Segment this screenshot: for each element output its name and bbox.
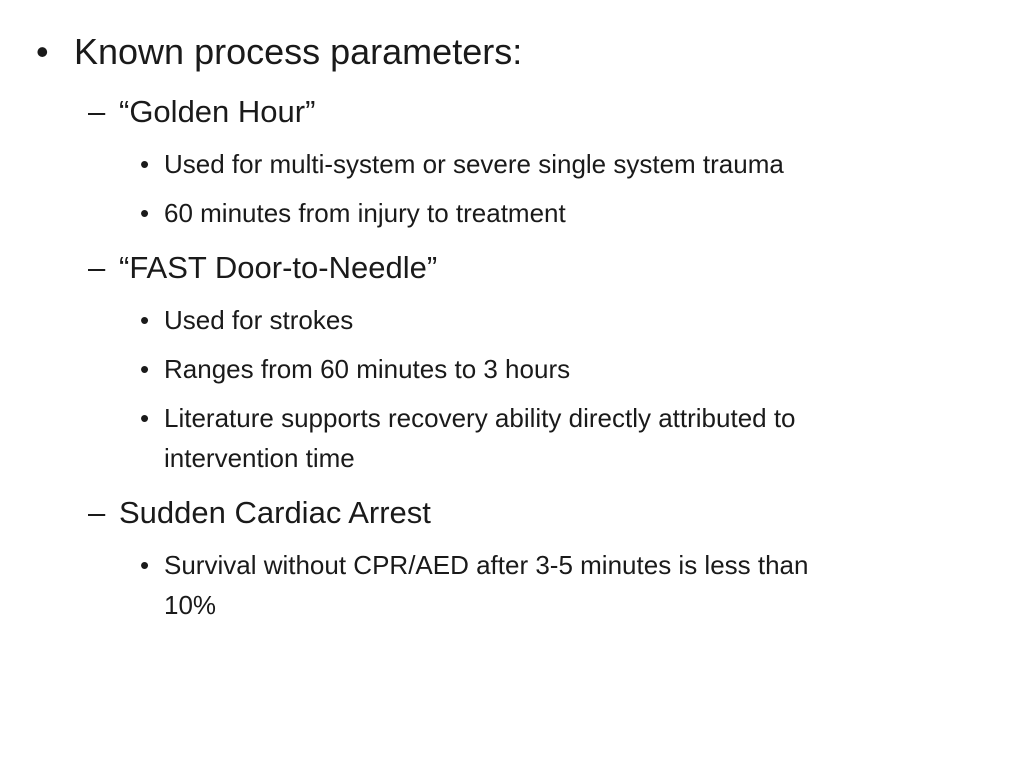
bullet-icon: •	[140, 149, 150, 179]
heading-text: Known process parameters:	[74, 31, 523, 72]
bullet-icon: •	[140, 403, 150, 433]
section-title-text: Sudden Cardiac Arrest	[119, 495, 431, 530]
bullet-icon: •	[140, 198, 150, 228]
list-item-text: Ranges from 60 minutes to 3 hours	[164, 354, 571, 384]
dash-icon: –	[88, 495, 106, 530]
list-item-text: 10%	[164, 590, 217, 620]
list-item-text: Used for strokes	[164, 305, 354, 335]
list-item-text: intervention time	[164, 443, 355, 473]
section-title-text: “FAST Door-to-Needle”	[119, 250, 438, 285]
list-item-text: Used for multi-system or severe single system trauma	[164, 149, 784, 179]
bullet-icon: •	[140, 550, 150, 580]
section-title-text: “Golden Hour”	[119, 94, 316, 129]
list-item-text: 60 minutes from injury to treatment	[164, 198, 566, 228]
bullet-icon: •	[140, 305, 150, 335]
dash-icon: –	[88, 94, 106, 129]
list-item-text: Literature supports recovery ability directly attributed to	[164, 403, 796, 433]
list-item-text: Survival without CPR/AED after 3-5 minutes is less than	[164, 550, 809, 580]
bullet-icon: •	[140, 354, 150, 384]
dash-icon: –	[88, 250, 106, 285]
bullet-icon: •	[36, 31, 49, 72]
